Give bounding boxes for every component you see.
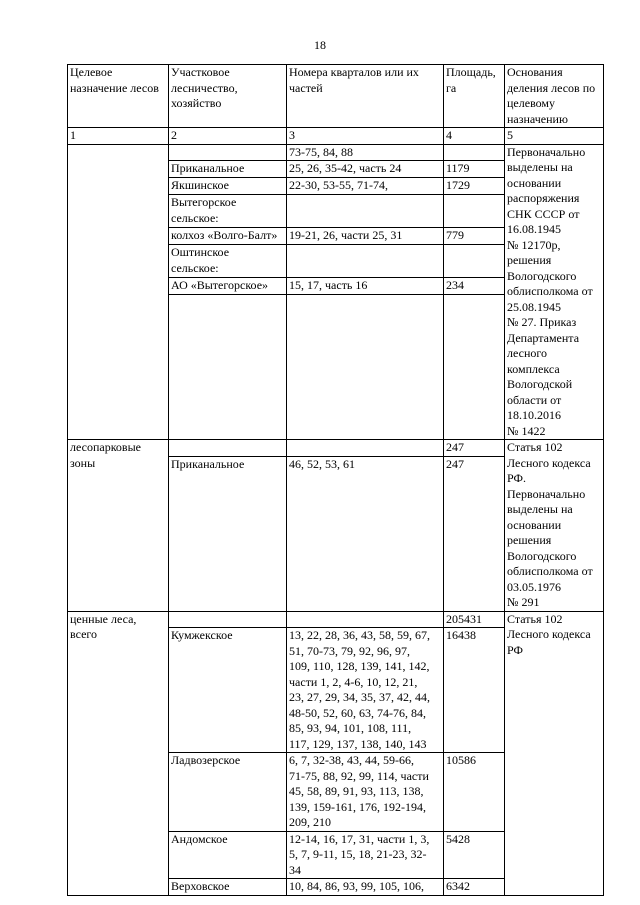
forestry-cell: Кумжекское [169, 628, 287, 753]
basis-cell: Статья 102 Лесного кодекса РФ [505, 611, 604, 895]
forestry-cell: Якшинское [169, 178, 287, 195]
purpose-cell-empty [68, 144, 169, 440]
forest-purpose-table [67, 64, 604, 896]
forestry-cell: Приканальное [169, 456, 287, 611]
header-purpose: Целевое назначение лесов [68, 65, 169, 128]
area-cell: 779 [444, 228, 505, 245]
forestry-cell: Ладвозерское [169, 753, 287, 832]
col-number: 3 [287, 128, 444, 145]
area-cell: 5428 [444, 831, 505, 879]
column-number-row [68, 128, 604, 145]
area-total-cell: 247 [444, 440, 505, 457]
quarters-cell: 73-75, 84, 88 [287, 144, 444, 161]
basis-cell: Статья 102 Лесного кодекса РФ. Первоначально выделены на основании решения Вологодского облисполкома от 03.05.1976 № 291 [505, 440, 604, 612]
quarters-cell: 46, 52, 53, 61 [287, 456, 444, 611]
header-quarters: Номера кварталов или их частей [287, 65, 444, 128]
page-number: 18 [314, 38, 326, 52]
area-cell [444, 195, 505, 228]
forestry-cell: АО «Вытегорское» [169, 278, 287, 295]
header-row [68, 65, 604, 128]
quarters-cell: 15, 17, часть 16 [287, 278, 444, 295]
forestry-cell: Приканальное [169, 161, 287, 178]
area-cell [444, 245, 505, 278]
area-total-cell: 205431 [444, 611, 505, 628]
area-cell [444, 144, 505, 161]
col-number: 2 [169, 128, 287, 145]
area-cell: 16438 [444, 628, 505, 753]
quarters-cell: 22-30, 53-55, 71-74, [287, 178, 444, 195]
quarters-cell: 6, 7, 32-38, 43, 44, 59-66, 71-75, 88, 92, 99, 114, части 45, 58, 89, 91, 93, 113, 138, 139, 159-161, 176, 192-194, 209, 210 [287, 753, 444, 832]
forestry-cell: Вытегорское сельское: [169, 195, 287, 228]
quarters-cell: 12-14, 16, 17, 31, части 1, 3, 5, 7, 9-11, 15, 18, 21-23, 32- 34 [287, 831, 444, 879]
table-row [68, 440, 604, 457]
purpose-cell: лесопарковые зоны [68, 440, 169, 612]
area-cell: 1179 [444, 161, 505, 178]
quarters-cell: 19-21, 26, части 25, 31 [287, 228, 444, 245]
area-cell: 10586 [444, 753, 505, 832]
table-row [68, 144, 604, 161]
quarters-cell: 13, 22, 28, 36, 43, 58, 59, 67, 51, 70-73, 79, 92, 96, 97, 109, 110, 128, 139, 141, 142, части 1, 2, 4-6, 10, 12, 21, 23, 27, 29, 34, 35, 37, 42, 44, 48-50, 52, 60, 63, 74-76, 84, 85, 93, 94, 101, 108, 111, 117, 129, 137, 138, 140, 143 [287, 628, 444, 753]
quarters-cell: 25, 26, 35-42, часть 24 [287, 161, 444, 178]
table-row [68, 611, 604, 628]
area-cell: 247 [444, 456, 505, 611]
forestry-cell: Верховское [169, 879, 287, 896]
col-number: 4 [444, 128, 505, 145]
purpose-cell: ценные леса, всего [68, 611, 169, 895]
quarters-cell [287, 195, 444, 228]
col-number: 1 [68, 128, 169, 145]
header-area: Площадь, га [444, 65, 505, 128]
area-cell: 234 [444, 278, 505, 295]
quarters-cell: 10, 84, 86, 93, 99, 105, 106, [287, 879, 444, 896]
area-cell: 6342 [444, 879, 505, 896]
col-number: 5 [505, 128, 604, 145]
basis-cell: Первоначально выделены на основании распоряжения СНК СССР от 16.08.1945 № 12170р, решения Вологодского облисполкома от 25.08.1945 № 27. Приказ Департамента лесного комплекса Вологодской области от 18.10.2016 № 1422 [505, 144, 604, 440]
header-forestry: Участковое лесничество, хозяйство [169, 65, 287, 128]
quarters-cell [287, 245, 444, 278]
header-basis: Основания деления лесов по целевому назначению [505, 65, 604, 128]
area-cell: 1729 [444, 178, 505, 195]
forestry-cell [169, 144, 287, 161]
forestry-cell: колхоз «Волго-Балт» [169, 228, 287, 245]
forestry-cell: Андомское [169, 831, 287, 879]
forestry-cell: Оштинское сельское: [169, 245, 287, 278]
